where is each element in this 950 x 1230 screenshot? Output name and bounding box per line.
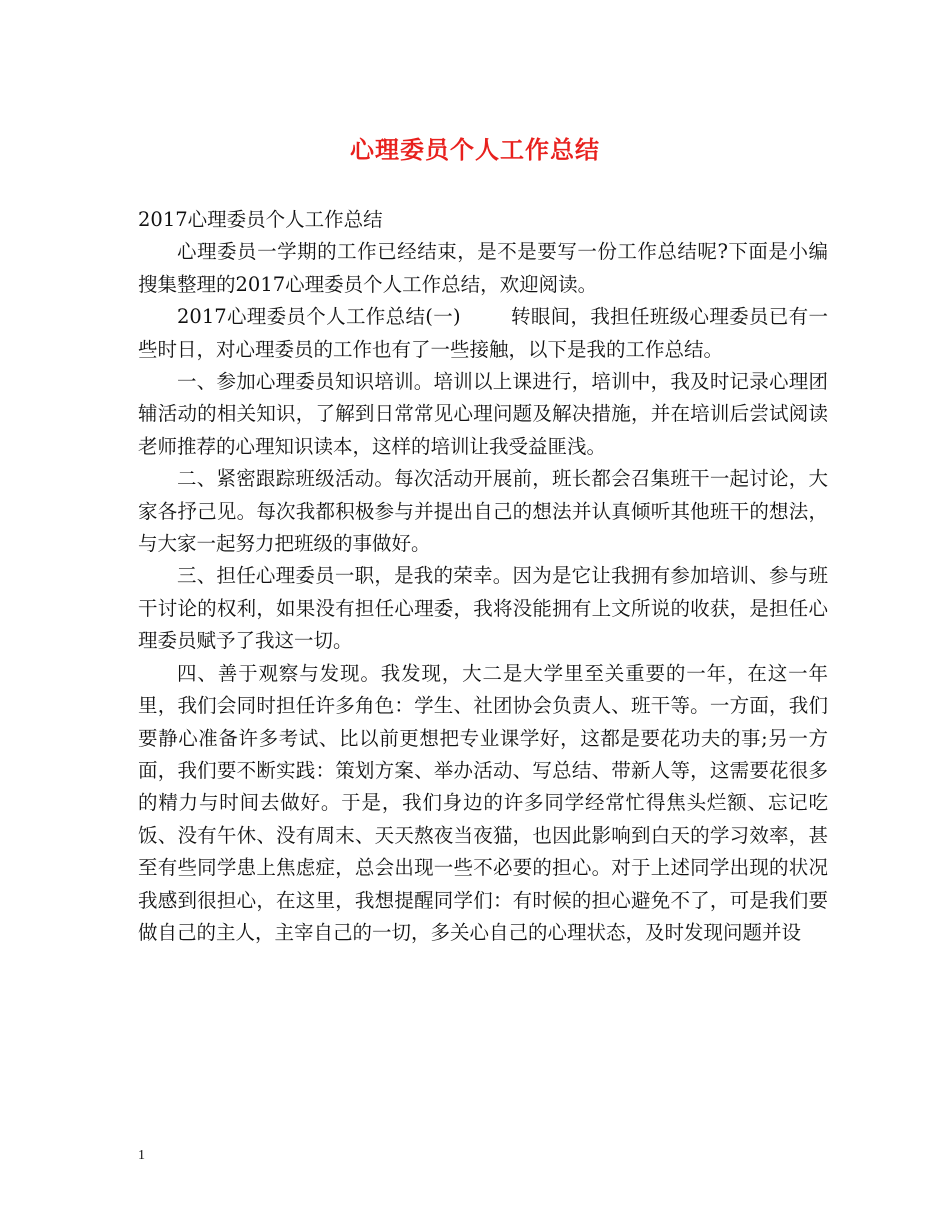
paragraph-2: 二、紧密跟踪班级活动。每次活动开展前，班长都会召集班干一起讨论，大家各抒己见。每次我都积极参与并提出自己的想法并认真倾听其他班干的想法，与大家一起努力把班级的事做好。 bbox=[138, 467, 828, 556]
section-heading: 2017心理委员个人工作总结(一) bbox=[177, 305, 461, 329]
page-number: 1 bbox=[138, 1148, 145, 1163]
section-paragraph bbox=[138, 301, 828, 366]
document-body bbox=[138, 204, 828, 949]
document-subtitle: 2017心理委员个人工作总结 bbox=[138, 208, 383, 231]
paragraph-3: 三、担任心理委员一职，是我的荣幸。因为是它让我拥有参加培训、参与班干讨论的权利，如果没有担任心理委，我将没能拥有上文所说的收获，是担任心理委员赋予了我这一切。 bbox=[138, 564, 828, 653]
intro-paragraph: 心理委员一学期的工作已经结束，是不是要写一份工作总结呢?下面是小编搜集整理的2017心理委员个人工作总结，欢迎阅读。 bbox=[138, 240, 828, 296]
paragraph-1: 一、参加心理委员知识培训。培训以上课进行，培训中，我及时记录心理团辅活动的相关知识，了解到日常常见心理问题及解决措施，并在培训后尝试阅读老师推荐的心理知识读本，这样的培训让我受益匪浅。 bbox=[138, 370, 828, 458]
paragraph-4: 四、善于观察与发现。我发现，大二是大学里至关重要的一年，在这一年里，我们会同时担任许多角色：学生、社团协会负责人、班干等。一方面，我们要静心准备许多考试、比以前更想把专业课学好，这都是要花功夫的事;另一方面，我们要不断实践：策划方案、举办活动、写总结、带新人等，这需要花很多的精力与时间去做好。于是，我们身边的许多同学经常忙得焦头烂额、忘记吃饭、没有午休、没有周末、天天熬夜当夜猫，也因此影响到白天的学习效率，甚至有些同学患上焦虑症，总会出现一些不必要的担心。对于上述同学出现的状况我感到很担心，在这里，我想提醒同学们：有时候的担心避免不了，可是我们要做自己的主人，主宰自己的一切，多关心自己的心理状态，及时发现问题并设 bbox=[138, 661, 828, 944]
section-intro: 转眼间，我担任班级心理委员已有一些时日，对心理委员的工作也有了一些接触，以下是我的工作总结。 bbox=[138, 305, 828, 361]
document-title: 心理委员个人工作总结 bbox=[350, 135, 600, 164]
